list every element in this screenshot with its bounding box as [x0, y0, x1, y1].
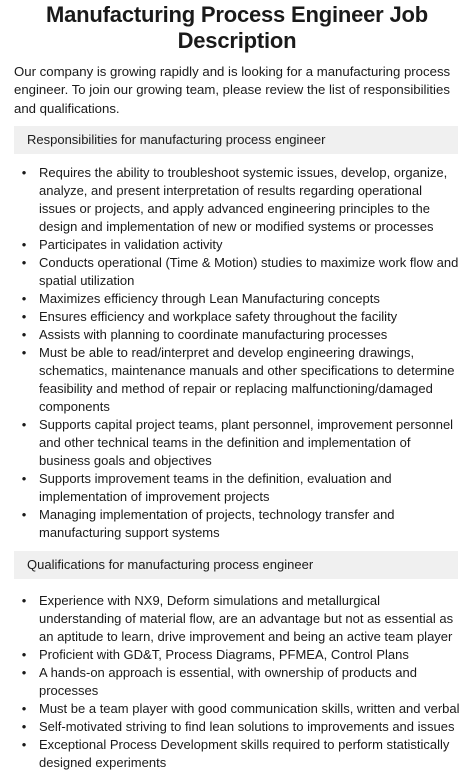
- intro-paragraph: Our company is growing rapidly and is looking for a manufacturing process engineer. To join our growing team, please review the list of responsibilities and qualifications.: [14, 64, 451, 116]
- list-item-text: Experience with NX9, Deform simulations and metallurgical understanding of material flow, are an advantage but not as essential as an aptitude to learn, drive improvement and being an active team player: [39, 593, 454, 644]
- list-item: [21, 344, 460, 416]
- list-item-text: Participates in validation activity: [39, 237, 223, 252]
- bullet-icon: •: [21, 647, 27, 662]
- list-item: [21, 308, 460, 326]
- list-item-text: Managing implementation of projects, technology transfer and manufacturing support systems: [39, 507, 395, 540]
- bullet-icon: •: [21, 309, 27, 324]
- responsibilities-heading: Responsibilities for manufacturing process engineer: [14, 126, 458, 154]
- bullet-icon: •: [21, 737, 27, 752]
- list-item: [21, 736, 460, 772]
- list-item-text: Supports improvement teams in the definition, evaluation and implementation of improvement projects: [39, 471, 392, 504]
- list-item-text: Supports capital project teams, plant personnel, improvement personnel and other technical teams in the definition and implementation of business goals and objectives: [39, 417, 454, 468]
- list-item: [21, 506, 460, 542]
- list-item-text: Conducts operational (Time & Motion) studies to maximize work flow and spatial utilization: [39, 255, 459, 288]
- bullet-icon: •: [21, 291, 27, 306]
- list-item: [21, 326, 460, 344]
- list-item-text: Self-motivated striving to find lean solutions to improvements and issues: [39, 719, 455, 734]
- list-item: [21, 700, 460, 718]
- list-item-text: Must be able to read/interpret and develop engineering drawings, schematics, maintenance manuals and other specifications to determine feasibility and method of repair or replacing malfunctioning/damaged components: [39, 345, 455, 414]
- list-item-text: Exceptional Process Development skills required to perform statistically designed experiments: [39, 737, 450, 770]
- list-item-text: Maximizes efficiency through Lean Manufacturing concepts: [39, 291, 380, 306]
- qualifications-heading: Qualifications for manufacturing process engineer: [14, 551, 458, 579]
- bullet-icon: •: [21, 471, 27, 486]
- bullet-icon: •: [21, 507, 27, 522]
- list-item: [21, 416, 460, 470]
- qualifications-list: [14, 592, 460, 772]
- list-item: [21, 718, 460, 736]
- list-item-text: Requires the ability to troubleshoot systemic issues, develop, organize, analyze, and present interpretation of results regarding operational issues or projects, and apply advanced engineering principles to the design and implementation of new or modified systems or processes: [39, 165, 448, 234]
- bullet-icon: •: [21, 719, 27, 734]
- page-title: Manufacturing Process Engineer Job Description: [46, 2, 428, 53]
- bullet-icon: •: [21, 701, 27, 716]
- bullet-icon: •: [21, 665, 27, 680]
- list-item: [21, 164, 460, 236]
- bullet-icon: •: [21, 255, 27, 270]
- list-item-text: Ensures efficiency and workplace safety throughout the facility: [39, 309, 398, 324]
- bullet-icon: •: [21, 165, 27, 180]
- bullet-icon: •: [21, 237, 27, 252]
- list-item: [21, 470, 460, 506]
- list-item-text: Proficient with GD&T, Process Diagrams, PFMEA, Control Plans: [39, 647, 409, 662]
- list-item-text: A hands-on approach is essential, with ownership of products and processes: [39, 665, 417, 698]
- responsibilities-list: [14, 164, 460, 542]
- bullet-icon: •: [21, 593, 27, 608]
- bullet-icon: •: [21, 345, 27, 360]
- list-item: [21, 592, 460, 646]
- bullet-icon: •: [21, 327, 27, 342]
- list-item-text: Must be a team player with good communication skills, written and verbal: [39, 701, 460, 716]
- list-item: [21, 290, 460, 308]
- list-item: [21, 236, 460, 254]
- list-item-text: Assists with planning to coordinate manufacturing processes: [39, 327, 388, 342]
- list-item: [21, 664, 460, 700]
- list-item: [21, 254, 460, 290]
- list-item: [21, 646, 460, 664]
- bullet-icon: •: [21, 417, 27, 432]
